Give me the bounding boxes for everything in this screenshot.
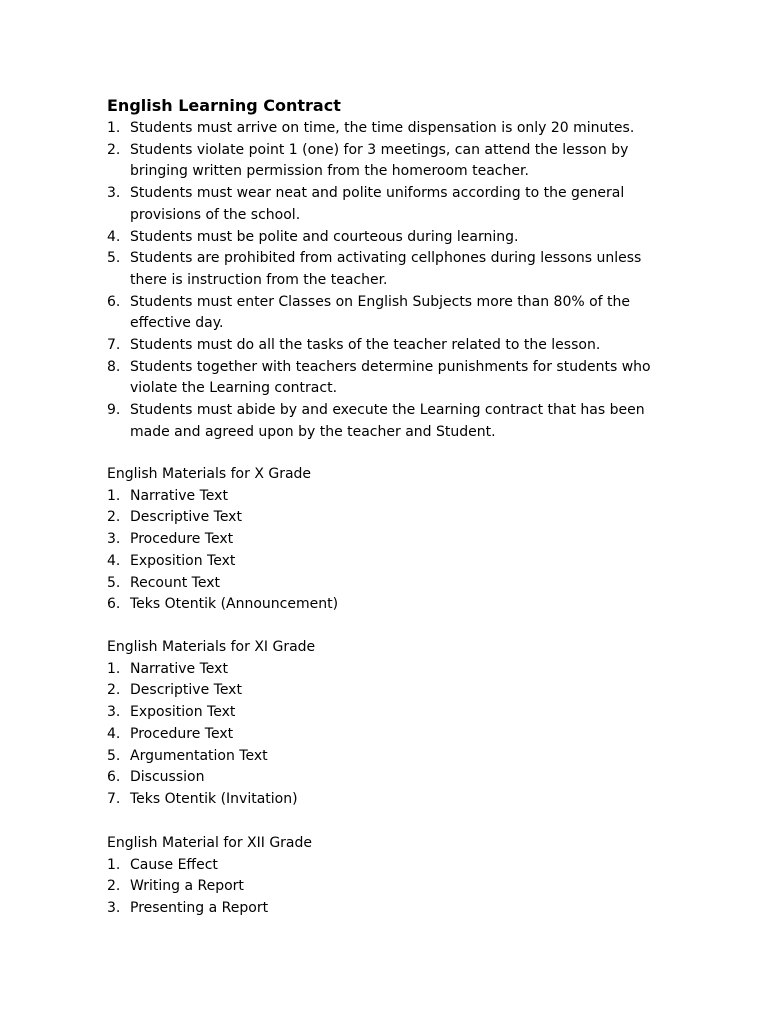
list-number: 6. [107,769,121,786]
list-text: Students are prohibited from activating cellphones during lessons unless there is instruction from the teacher. [130,250,642,288]
list-number: 1. [107,487,121,504]
list-number: 7. [107,790,121,807]
list-text: Recount Text [130,574,220,591]
list-text: Procedure Text [130,725,234,742]
list-text: Teks Otentik (Announcement) [130,596,339,613]
list-item [107,898,667,920]
section-heading: English Materials for X Grade [107,466,312,482]
section-heading: English Materials for XI Grade [107,639,316,655]
list-number: 3. [107,704,121,721]
list-item [107,789,667,811]
list-text: Writing a Report [130,878,244,895]
grade-xii-materials-list [107,855,667,920]
list-text: Discussion [130,769,205,786]
list-item [107,594,667,616]
list-text: Exposition Text [130,704,236,721]
list-number: 2. [107,878,121,895]
list-text: Narrative Text [130,487,228,504]
list-number: 5. [107,250,121,267]
list-number: 2. [107,509,121,526]
list-number: 2. [107,682,121,699]
list-item [107,529,667,551]
list-item [107,573,667,595]
list-number: 1. [107,120,121,136]
list-text: Students must enter Classes on English Subjects more than 80% of the effective day. [130,293,631,332]
list-item [107,767,667,789]
list-item [107,876,667,898]
list-number: 6. [107,596,121,613]
grade-xi-materials-section [107,637,667,811]
list-text: Teks Otentik (Invitation) [130,790,298,807]
list-item [107,486,667,508]
list-number: 7. [107,337,121,354]
list-number: 5. [107,574,121,591]
list-item [107,746,667,768]
list-item [107,400,667,443]
list-text: Students must abide by and execute the Learning contract that has been made and agreed upon by the teacher and Student. [130,402,645,440]
list-number: 4. [107,228,121,245]
list-number: 3. [107,185,121,202]
list-number: 9. [107,402,121,419]
contract-rules-section [107,118,667,444]
list-item [107,118,667,140]
list-number: 3. [107,900,121,917]
grade-x-materials-section [107,464,667,616]
grade-xi-materials-list [107,659,667,811]
list-text: Presenting a Report [130,900,269,917]
list-item [107,248,667,291]
list-number: 2. [107,141,121,158]
list-item [107,855,667,877]
list-text: Students violate point 1 (one) for 3 meetings, can attend the lesson by bringing written permission from the homeroom teacher. [130,141,629,180]
list-item [107,227,667,249]
list-text: Exposition Text [130,552,236,569]
list-item [107,680,667,702]
list-item [107,724,667,746]
list-item [107,183,667,226]
list-item [107,507,667,529]
list-text: Students together with teachers determine punishments for students who violate the Learning contract. [130,358,651,397]
list-number: 4. [107,725,121,742]
list-text: Descriptive Text [130,682,242,699]
list-text: Procedure Text [130,531,234,548]
list-text: Students must arrive on time, the time dispensation is only 20 minutes. [130,120,635,136]
grade-xii-materials-section [107,833,667,920]
list-number: 8. [107,358,121,375]
list-number: 1. [107,660,121,677]
list-item [107,702,667,724]
list-number: 5. [107,747,121,764]
grade-x-materials-list [107,486,667,616]
list-text: Cause Effect [130,856,218,873]
section-heading: English Material for XII Grade [107,835,313,851]
list-text: Descriptive Text [130,509,242,526]
list-number: 4. [107,552,121,569]
document-title: English Learning Contract [107,96,341,115]
list-item [107,292,667,335]
list-text: Narrative Text [130,660,228,677]
list-number: 1. [107,856,121,873]
list-number: 6. [107,293,121,310]
list-item [107,659,667,681]
list-text: Students must be polite and courteous during learning. [130,228,519,245]
list-text: Students must wear neat and polite uniforms according to the general provisions of the school. [130,185,625,223]
list-number: 3. [107,531,121,548]
list-text: Students must do all the tasks of the teacher related to the lesson. [130,337,601,354]
list-item [107,357,667,400]
list-text: Argumentation Text [130,747,268,764]
list-item [107,551,667,573]
list-item [107,335,667,357]
contract-rules-list [107,118,667,444]
list-item [107,140,667,183]
